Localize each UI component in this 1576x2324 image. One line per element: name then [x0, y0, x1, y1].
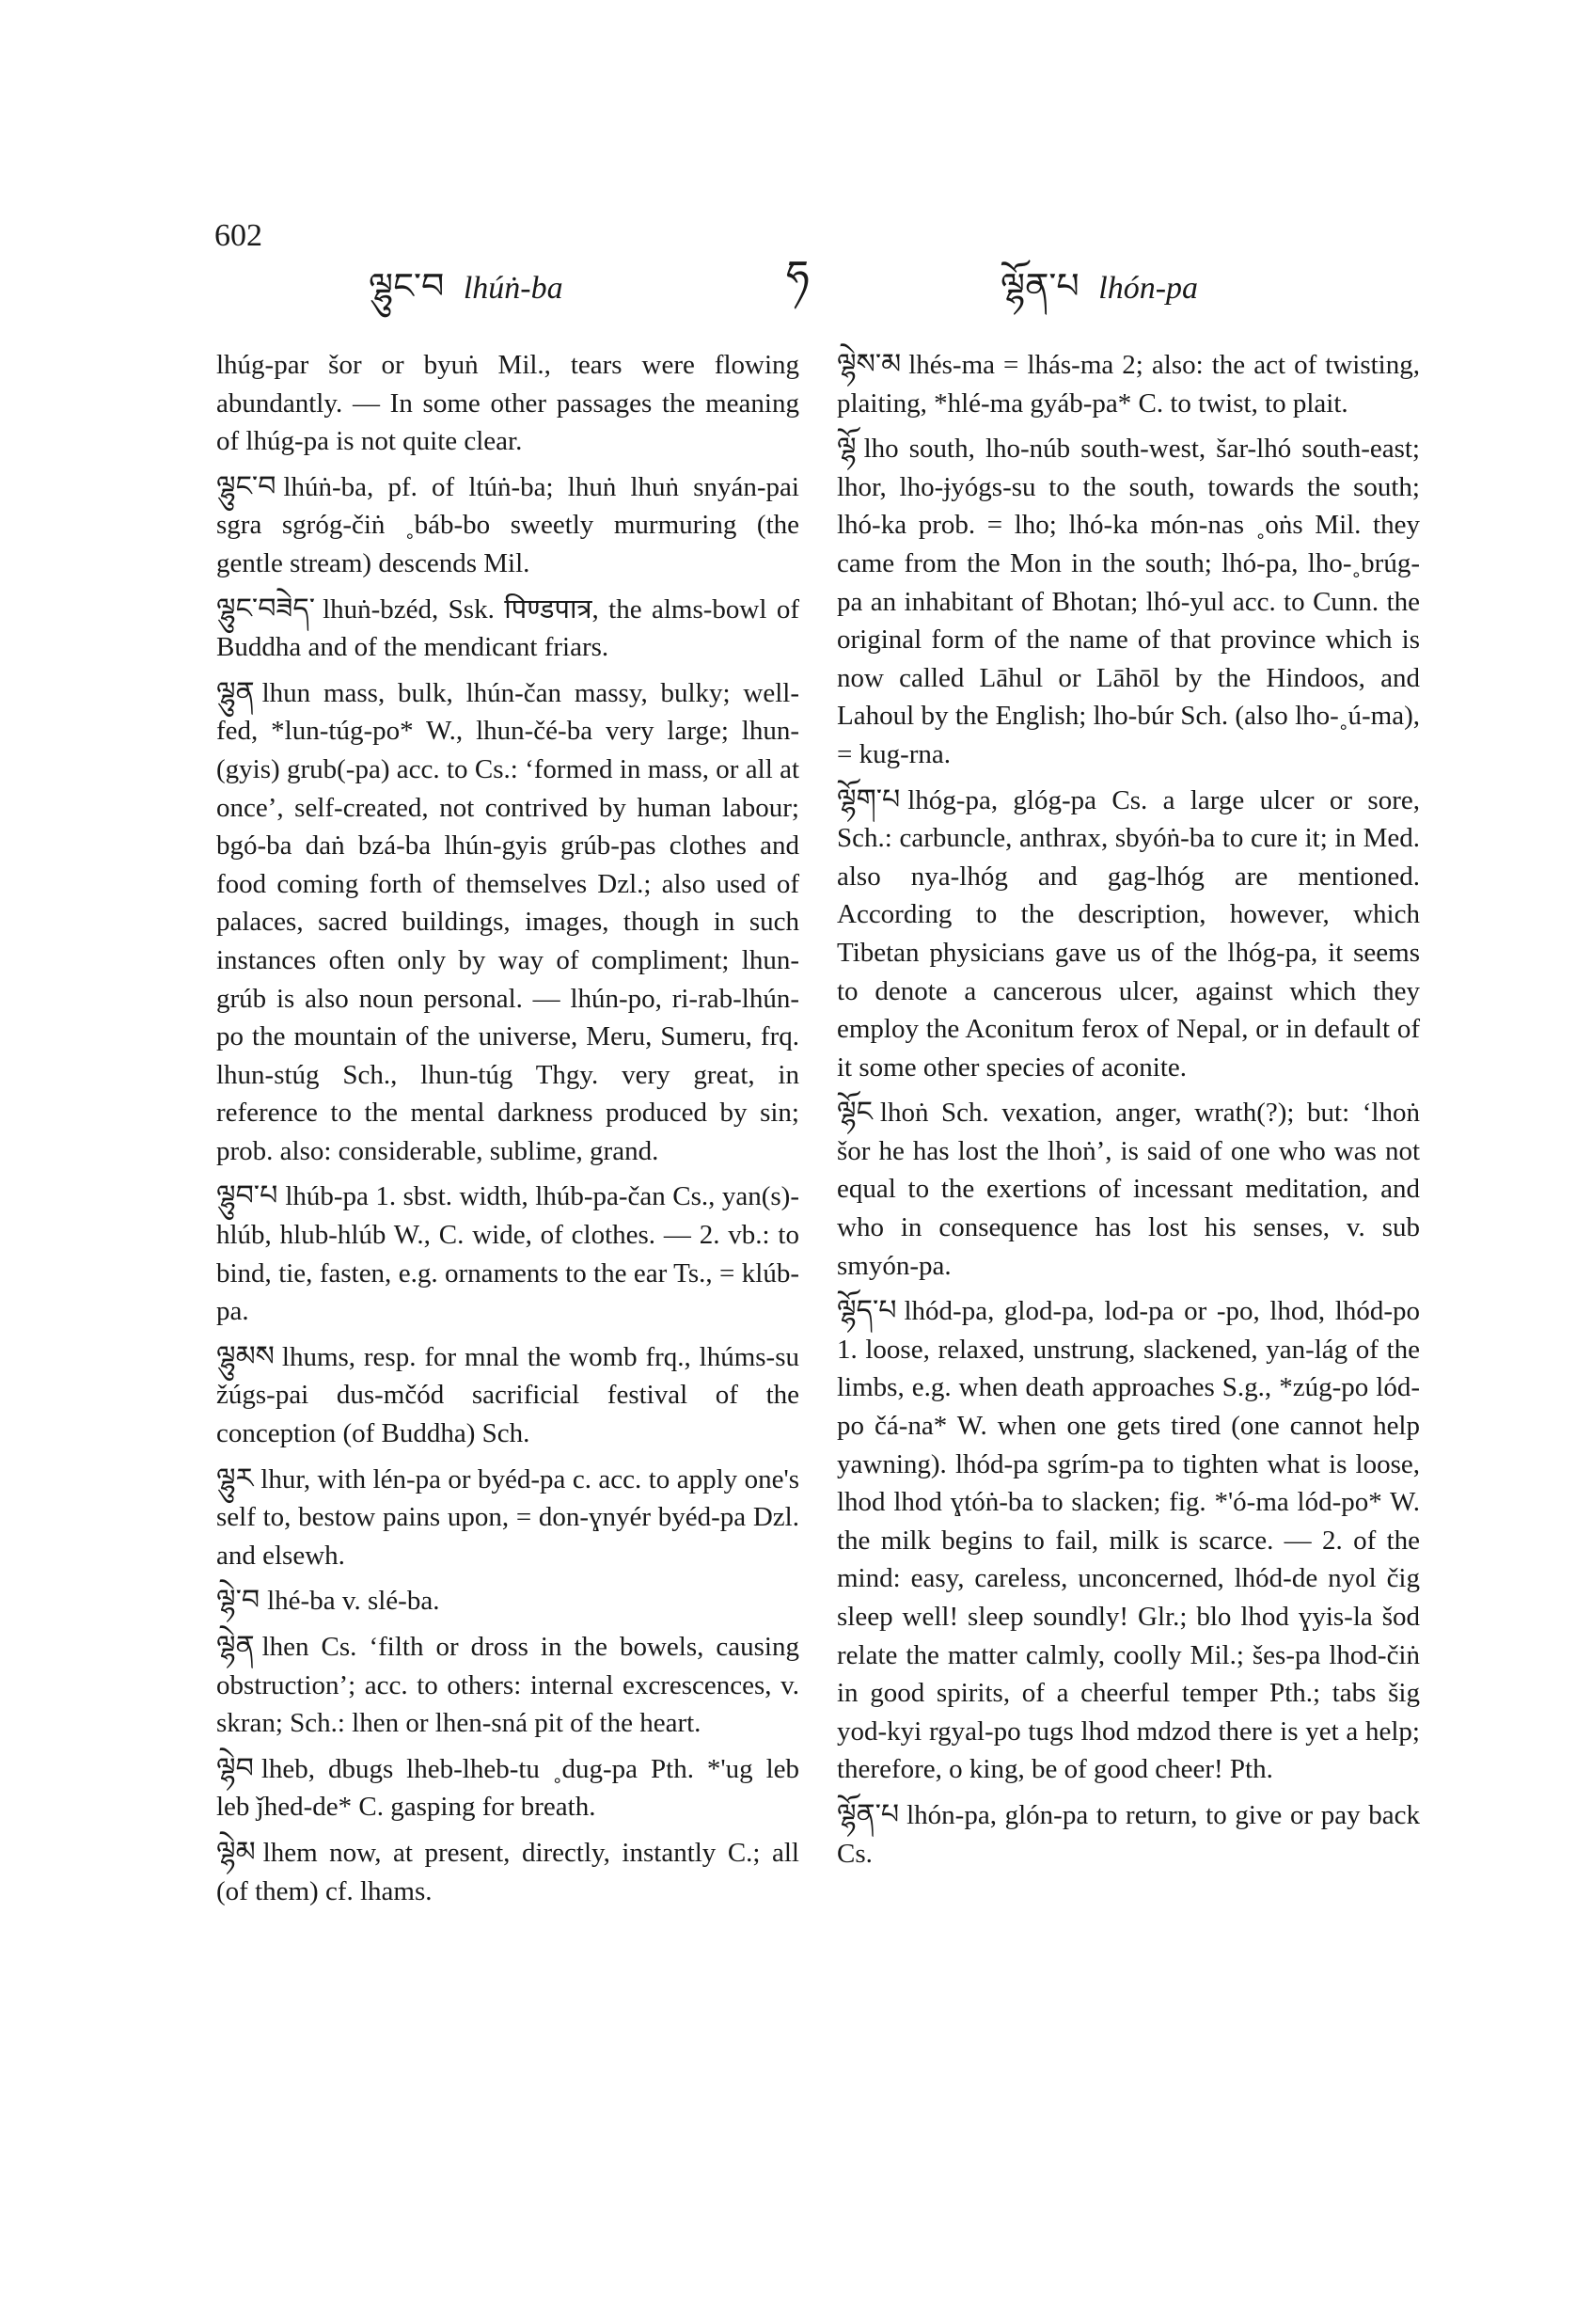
entry-lhen [216, 1628, 799, 1743]
entry-lhon-pa [837, 1796, 1420, 1873]
entry-tibetan-head: ལྷུན [216, 675, 255, 709]
entry-tibetan-head: ལྷེམ [216, 1835, 256, 1869]
entry-text: lho south, lho-núb south-west, šar-lhó south-east; lhor, lho-ɉyógs-su to the south, towards the south; lhó-ka prob. = lho; lhó-ka món-nas ˳oṅs Mil. they came from the Mon in the south; lhó-pa, lho-˳brúg-pa an inhabitant of Bhotan; lhó-yul acc. to Cunn. the original form of the name of that province which is now called Lāhul or Lāhōl by the Hindoos, and Lahoul by the English; lho-búr Sch. (also lho-˳ú-ma), = kug-rna. [837, 434, 1420, 769]
entry-text: lhés-ma = lhás-ma 2; also: the act of twisting, plaiting, *hlé-ma gyáb-pa* C. to twist, to plait. [837, 350, 1420, 419]
entry-tibetan-head: ལྷེན [216, 1630, 255, 1663]
section-letter: ཧ [786, 252, 810, 300]
entry-text: lhód-pa, glod-pa, lod-pa or -po, lhod, lhód-po 1. loose, relaxed, unstrung, slackened, yan-lág of the limbs, e.g. when death approaches S.g., *zúg-po lód-po čá-na* W. when one gets tired (one cannot help yawning). lhód-pa sgrím-pa to tighten what is loose, lhod lhod ɣtóṅ-ba to slacken; fig. *'ó-ma lód-po* W. the milk begins to fail, milk is scarce. — 2. of the mind: easy, careless, unconcerned, lhód-de nyol čig sleep well! sleep soundly! Glr.; blo lhod ɣyis-la šod relate the matter calmly, coolly Mil.; šes-pa lhod-čiṅ in good spirits, of a cheerful temper Pth.; tabs šig yod-kyi rgyal-po tugs lhod mdzod there is yet a help; therefore, o king, be of good cheer! Pth. [837, 1296, 1420, 1785]
entry-continuation [216, 346, 799, 461]
entry-lhem [216, 1834, 799, 1910]
entry-lhun-bzed [216, 591, 799, 667]
entry-tibetan-head: ལྷེས་མ [837, 348, 902, 381]
entry-tibetan-head: ལྷོན་པ [837, 1797, 900, 1831]
entry-tibetan-head: ལྷུབ་པ [216, 1179, 278, 1213]
entry-lhog-pa [837, 782, 1420, 1087]
entry-tibetan-head: ལྷུང་བཟེད་ [216, 592, 316, 625]
running-head-left-tibetan: ལྷུང་བ [369, 265, 445, 307]
entry-text: lhoṅ Sch. vexation, anger, wrath(?); but: ‘lhoṅ šor he has lost the lhoṅ’, is said of one who was not equal to the exertions of incessant meditation, and who in consequence has lost his senses, v. sub smyón-pa. [837, 1098, 1420, 1281]
entry-text: lhur, with lén-pa or byéd-pa c. acc. to apply one's self to, bestow pains upon, = don-ɣnyér byéd-pa Dzl. and elsewh. [216, 1463, 799, 1571]
entry-tibetan-head: ལྷོ [837, 432, 857, 466]
entry-text: lhen Cs. ‘filth or dross in the bowels, causing obstruction’; acc. to others: internal excrescences, v. skran; Sch.: lhen or lhen-sná pit of the heart. [216, 1632, 799, 1739]
entry-lhun-ba [216, 468, 799, 583]
entry-lhur [216, 1461, 799, 1575]
running-head-left-roman: lhúṅ-ba [463, 271, 563, 306]
entry-text: lhums, resp. for mnal the womb frq., lhúms-su žúgs-pai dus-mčód sacrificial festival of the conception (of Buddha) Sch. [216, 1341, 799, 1449]
entry-text: lhuṅ-bzéd, Ssk. पिण्डपात्र, the alms-bowl of Buddha and of the mendicant friars. [216, 593, 799, 663]
entry-text: lhem now, at present, directly, instantly C.; all (of them) cf. lhams. [216, 1837, 799, 1906]
entry-tibetan-head: ལྷོང [837, 1096, 873, 1130]
entry-tibetan-head: ལྷུམས [216, 1339, 275, 1373]
entry-lhod-pa [837, 1292, 1420, 1789]
running-head-right-roman: lhón-pa [1098, 271, 1199, 306]
entry-tibetan-head: ལྷོག་པ [837, 783, 901, 816]
entry-tibetan-head: ལྷེབ [216, 1751, 254, 1785]
entry-lhums [216, 1338, 799, 1453]
entry-text: lhúb-pa 1. sbst. width, lhúb-pa-čan Cs., yan(s)-hlúb, hlub-hlúb W., C. wide, of clothes. — 2. vb.: to bind, tie, fasten, e.g. ornaments to the ear Ts., = klúb-pa. [216, 1181, 799, 1327]
entry-text: lhé-ba v. slé-ba. [267, 1586, 440, 1617]
entry-tibetan-head: ལྷུང་བ [216, 469, 276, 503]
entry-lhes-ma [837, 346, 1420, 422]
entry-lhub-pa [216, 1178, 799, 1330]
running-head-right [1001, 246, 1198, 347]
entry-lhun [216, 674, 799, 1171]
entry-tibetan-head: ལྷོད་པ [837, 1294, 897, 1328]
entry-lheb [216, 1750, 799, 1826]
entry-lho [837, 430, 1420, 773]
entry-lhon [837, 1094, 1420, 1285]
entry-lhe-ba [216, 1582, 799, 1620]
entry-text: lhón-pa, glón-pa to return, to give or pay back Cs. [837, 1799, 1420, 1869]
right-column [837, 346, 1420, 1880]
entry-text: lhun mass, bulk, lhún-čan massy, bulky; well-fed, *lun-túg-po* W., lhun-čé-ba very large; lhun-(gyis) grub(-pa) acc. to Cs.: ‘formed in mass, or all at once’, self-created, not contrived by human labour; bgó-ba daṅ bzá-ba lhún-gyis grúb-pas clothes and food coming forth of themselves Dzl.; also used of palaces, sacred buildings, images, though in such instances often only by way of compliment; lhun-grúb is also noun personal. — lhún-po, ri-rab-lhún-po the mountain of the universe, Meru, Sumeru, frq. lhun-stúg Sch., lhun-túg Thgy. very great, in reference to the mental darkness produced by sin; prob. also: considerable, sublime, grand. [216, 677, 799, 1166]
entry-tibetan-head: ལྷུར [216, 1462, 254, 1495]
entry-tibetan-head: ལྷེ་བ [216, 1584, 260, 1618]
entry-text: lhúṅ-ba, pf. of ltúṅ-ba; lhuṅ lhuṅ snyán-pai sgra sgróg-čiṅ ˳báb-bo sweetly murmuring (the gentle stream) descends Mil. [216, 471, 799, 578]
entry-text: lhúg-par šor or byuṅ Mil., tears were flowing abundantly. — In some other passages the meaning of lhúg-pa is not quite clear. [216, 350, 799, 457]
running-head-left [369, 246, 563, 347]
page-number: 602 [214, 218, 262, 253]
entry-text: lheb, dbugs lheb-lheb-tu ˳dug-pa Pth. *'ug leb leb ǰhed-de* C. gasping for breath. [216, 1753, 799, 1823]
running-head-right-tibetan: ལྷོན་པ [1001, 265, 1080, 307]
left-column [216, 346, 799, 1918]
entry-text: lhóg-pa, glóg-pa Cs. a large ulcer or sore, Sch.: carbuncle, anthrax, sbyóṅ-ba to cure it; in Med. also nya-lhóg and gag-lhóg are mentioned. According to the description, however, which Tibetan physicians gave us of the lhóg-pa, it seems to denote a cancerous ulcer, against which they employ the Aconitum ferox of Nepal, or in default of it some other species of aconite. [837, 784, 1420, 1083]
